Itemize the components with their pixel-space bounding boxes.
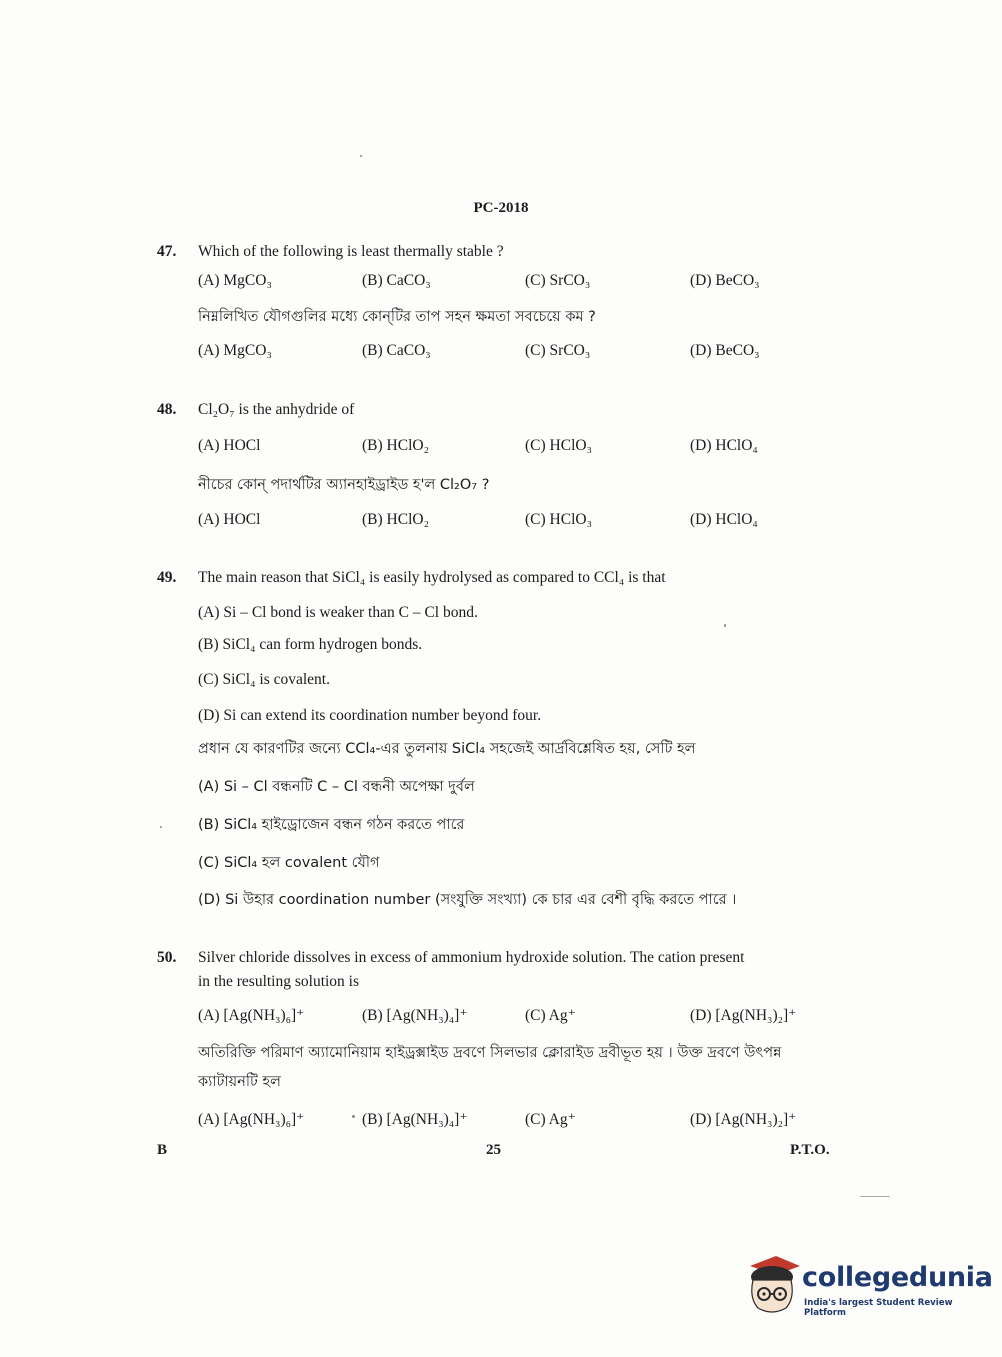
option-a-bn: (A) Si – Cl বন্ধনটি C – Cl বন্ধনী অপেক্ষা দুর্বল [198,779,475,795]
option-a: (A) [Ag(NH₃)₆]⁺ [198,1007,305,1024]
option-b: (B) SiCl₄ can form hydrogen bonds. [198,636,423,653]
question-text-en: Cl₂O₇ is the anhydride of [198,401,355,418]
collegedunia-watermark [742,1250,993,1320]
option-b-bn: (B) SiCl₄ হাইড্রোজেন বন্ধন গঠন করতে পারে [198,817,465,833]
option-d: (D) [Ag(NH₃)₂]⁺ [690,1007,797,1024]
question-number: 48. [157,401,177,418]
footer-set-code: B [157,1142,168,1158]
brand-tagline: India's largest Student Review Platform [804,1298,953,1318]
option-a: (A) HOCl [198,437,261,454]
question-text-en: Which of the following is least thermally stable ? [198,243,504,260]
page-header: PC-2018 [473,200,529,216]
option-d: (D) BeCO₃ [690,272,760,289]
option-d-bn: (D) BeCO₃ [690,342,760,359]
option-d: (D) Si can extend its coordination number beyond four. [198,707,542,724]
option-c: (C) Ag⁺ [525,1007,576,1024]
option-c-bn: (C) SiCl₄ হল covalent যৌগ [198,855,380,871]
question-text-bn: প্রধান যে কারণটির জন্যে CCl₄-এর তুলনায় SiCl₄ সহজেই আর্দ্রবিশ্লেষিত হয়, সেটি হল [198,741,696,757]
option-c-bn: (C) Ag⁺ [525,1111,576,1128]
option-c: (C) SiCl₄ is covalent. [198,671,330,688]
option-a: (A) MgCO₃ [198,272,272,289]
question-text-en-line2: in the resulting solution is [198,973,360,990]
question-number: 50. [157,949,177,966]
question-text-bn: নিম্নলিখিত যৌগগুলির মধ্যে কোন্‌টির তাপ সহন ক্ষমতা সবচেয়ে কম ? [198,309,596,325]
option-a-bn: (A) MgCO₃ [198,342,272,359]
question-number: 49. [157,569,177,586]
option-c-bn: (C) HClO₃ [525,511,592,528]
option-d-bn: (D) Si উহার coordination number (সংযুক্তি সংখ্যা) কে চার এর বেশী বৃদ্ধি করতে পারে । [198,892,737,908]
option-c-bn: (C) SrCO₃ [525,342,591,359]
question-number: 47. [157,243,177,260]
option-c: (C) SrCO₃ [525,272,591,289]
option-b-bn: (B) [Ag(NH₃)₄]⁺ [362,1111,468,1128]
question-text-bn-line1: অতিরিক্তি পরিমাণ অ্যামোনিয়াম হাইড্রক্সাইড দ্রবণে সিলভার ক্লোরাইড দ্রবীভূত হয় । উক্ত দ্রবণে উৎপন্ন [198,1045,782,1061]
question-text-bn-line2: ক্যাটায়নটি হল [198,1074,281,1090]
option-d: (D) HClO₄ [690,437,758,454]
question-text-en-line1: Silver chloride dissolves in excess of ammonium hydroxide solution. The cation present [198,949,745,966]
mascot-logo-icon [742,1250,804,1316]
option-a-bn: (A) [Ag(NH₃)₆]⁺ [198,1111,305,1128]
option-b: (B) [Ag(NH₃)₄]⁺ [362,1007,468,1024]
option-c: (C) HClO₃ [525,437,592,454]
brand-name: collegedunia [802,1262,993,1293]
page-number: 25 [486,1142,501,1158]
question-text-en: The main reason that SiCl₄ is easily hydrolysed as compared to CCl₄ is that [198,569,666,586]
option-b-bn: (B) CaCO₃ [362,342,431,359]
option-a: (A) Si – Cl bond is weaker than C – Cl bond. [198,604,478,621]
option-b-bn: (B) HClO₂ [362,511,429,528]
option-d-bn: (D) [Ag(NH₃)₂]⁺ [690,1111,797,1128]
footer-pto: P.T.O. [790,1142,830,1158]
question-text-bn: নীচের কোন্‌ পদার্থটির অ্যানহাইড্রাইড হ'ল Cl₂O₇ ? [198,477,490,493]
option-b: (B) HClO₂ [362,437,429,454]
option-b: (B) CaCO₃ [362,272,431,289]
option-d-bn: (D) HClO₄ [690,511,758,528]
option-a-bn: (A) HOCl [198,511,261,528]
